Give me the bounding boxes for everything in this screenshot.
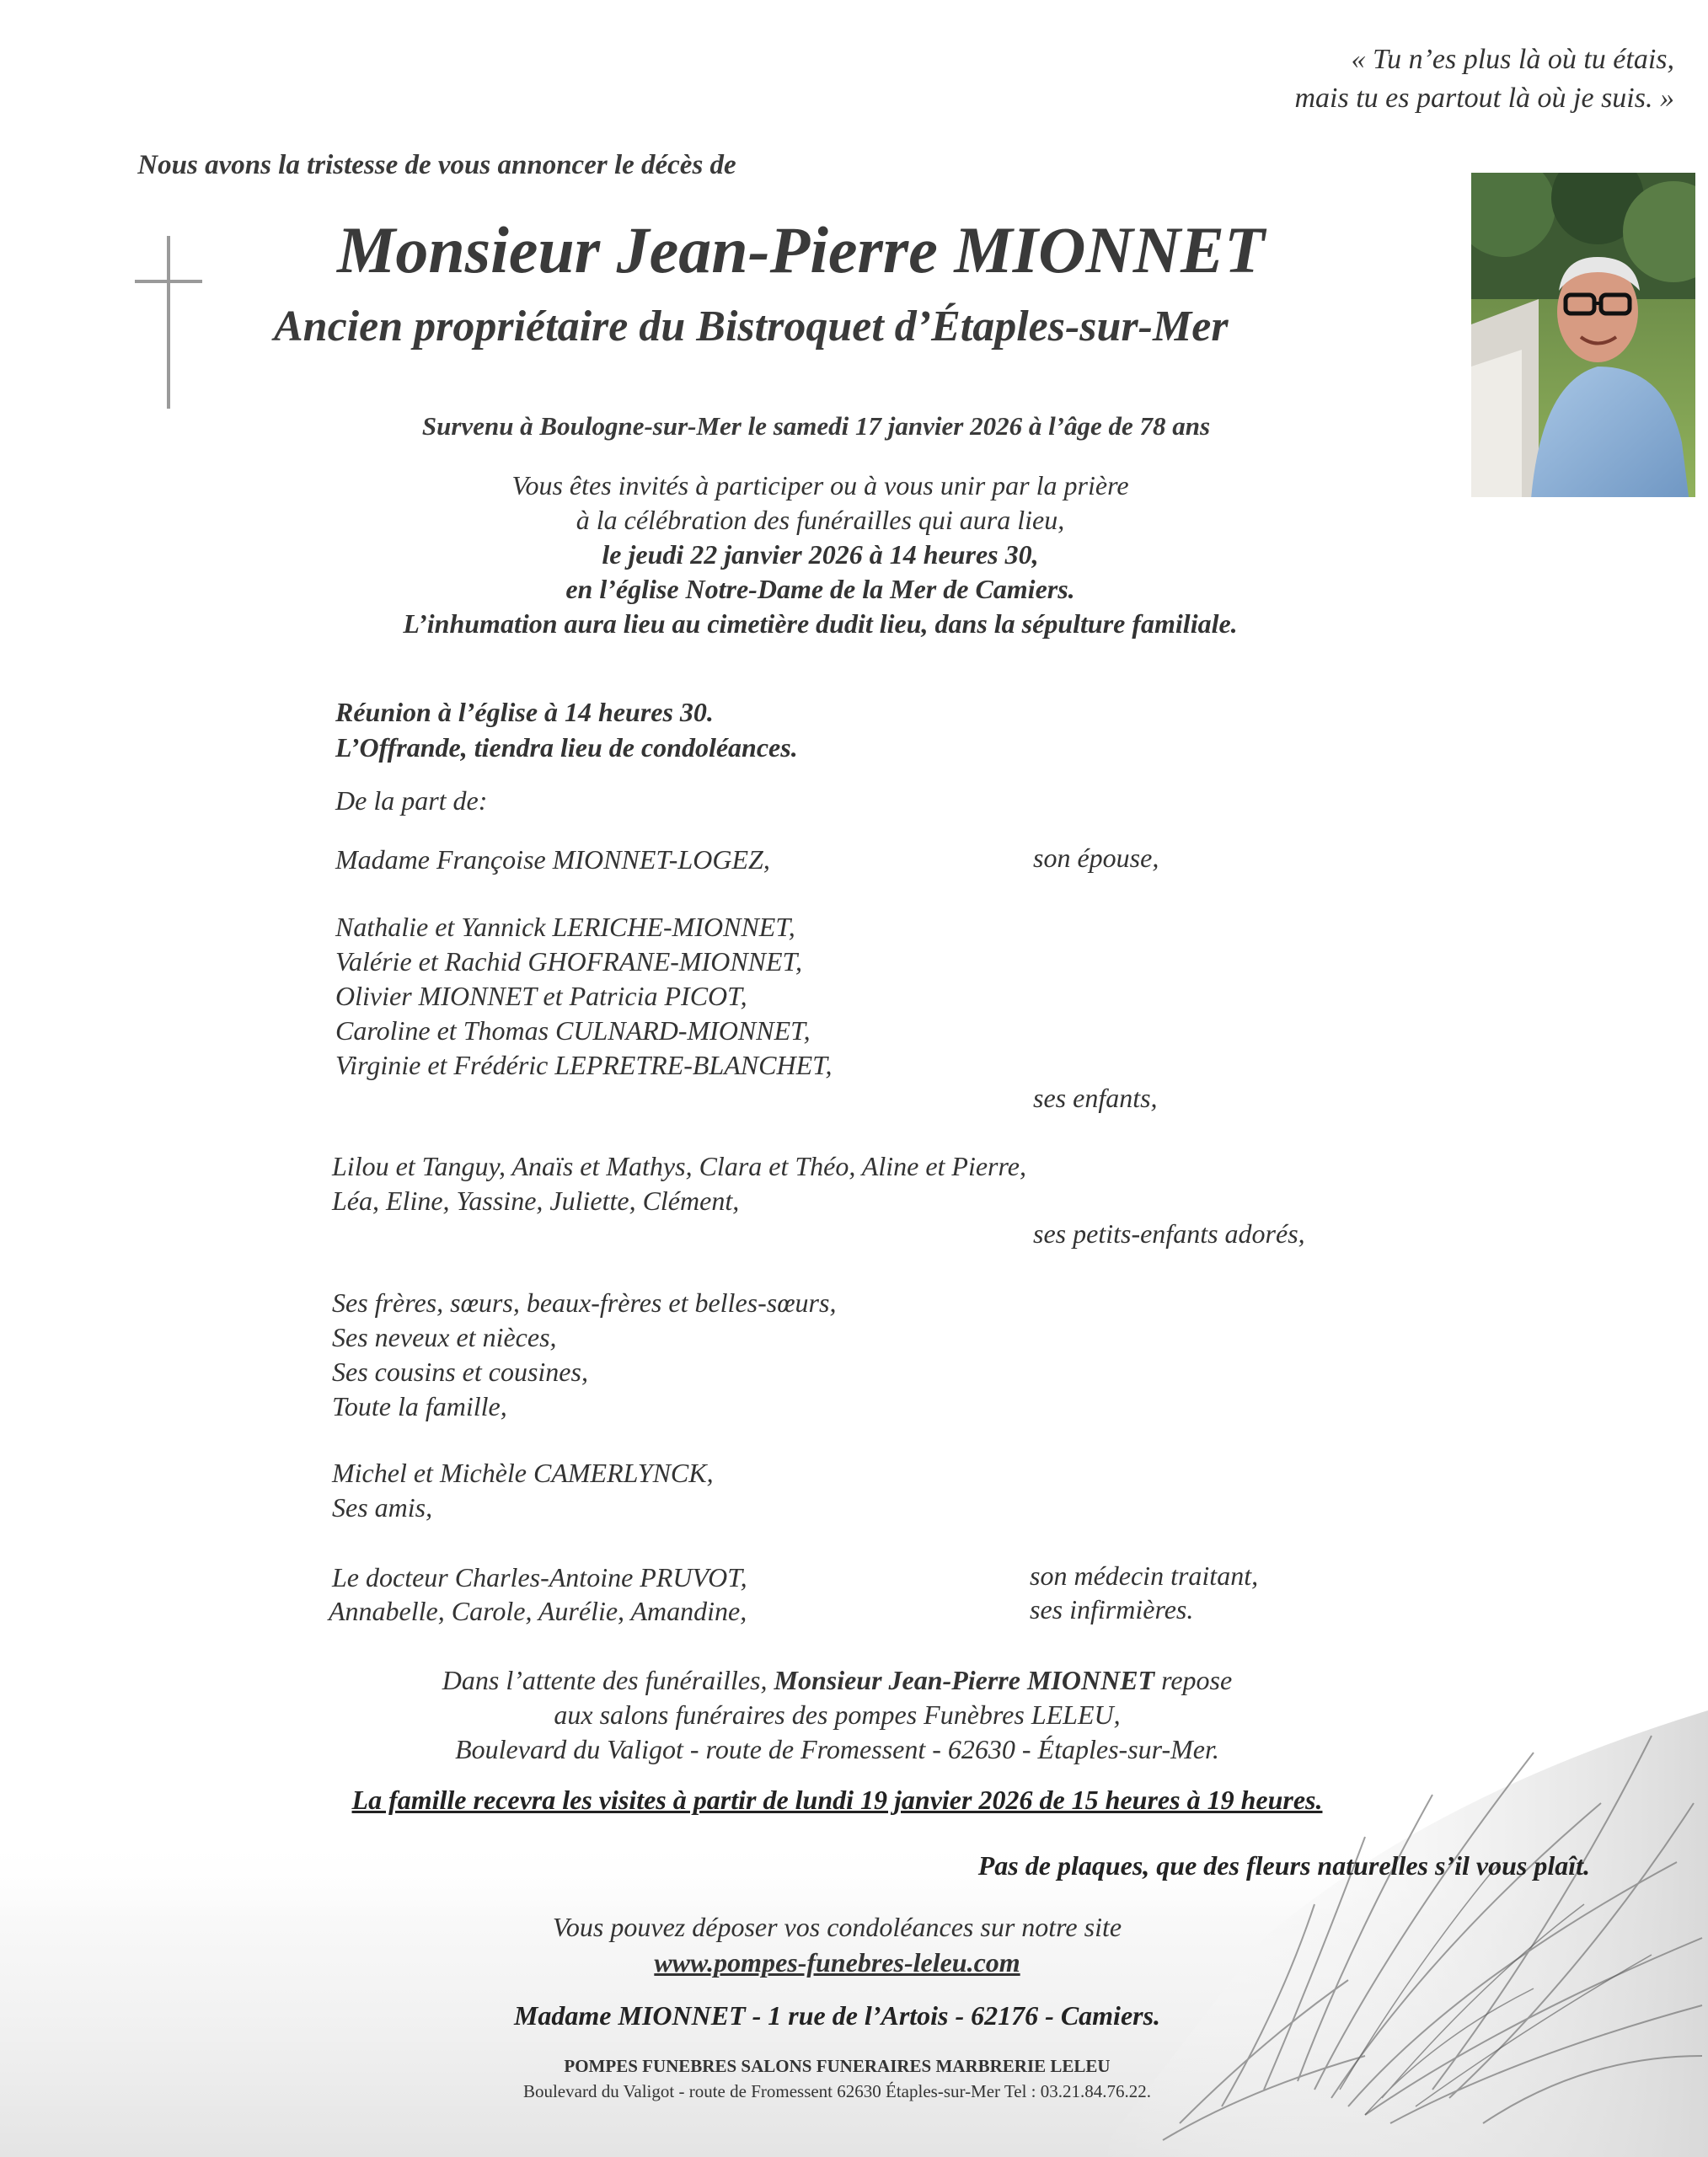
de-la-part-label: De la part de: — [335, 785, 488, 816]
deceased-survenu: Survenu à Boulogne-sur-Mer le samedi 17 janvier 2026 à l’âge de 78 ans — [421, 411, 1211, 441]
reunion-line-1: Réunion à l’église à 14 heures 30. — [335, 697, 714, 727]
extended-family-list — [332, 1286, 836, 1424]
enfant-line: Valérie et Rachid GHOFRANE-MIONNET, — [335, 946, 802, 977]
footer-address: Boulevard du Valigot - route de Fromessent 62630 Étaples-sur-Mer Tel : 03.21.84.76.22. — [522, 2081, 1152, 2101]
intro-line — [0, 150, 1708, 181]
cross-icon — [135, 236, 202, 409]
family-address: Madame MIONNET - 1 rue de l’Artois - 62176 - Camiers. — [513, 2000, 1161, 2031]
plaques-notice: Pas de plaques, que des fleurs naturelles s’il vous plaît. — [977, 1850, 1590, 1881]
website-link[interactable]: www.pompes-funebres-leleu.com — [654, 1947, 1020, 1978]
announcement-line-5: L’inhumation aura lieu au cimetière dudit lieu, dans la sépulture familiale. — [403, 608, 1238, 639]
petits-enfants-line: Léa, Eline, Yassine, Juliette, Clément, — [332, 1186, 740, 1216]
announcement-line-2: à la célébration des funérailles qui aura lieu, — [576, 505, 1065, 535]
condoleances-line: Vous pouvez déposer vos condoléances sur notre site — [552, 1912, 1122, 1942]
infirmieres-names: Annabelle, Carole, Aurélie, Amandine, — [329, 1596, 747, 1626]
repose-pre: Dans l’attente des funérailles, — [442, 1665, 768, 1695]
medecin-name: Le docteur Charles-Antoine PRUVOT, — [332, 1562, 747, 1592]
intro-text: Nous avons la tristesse de vous annoncer le décès de — [137, 150, 736, 180]
extended-family-line: Ses neveux et nièces, — [332, 1322, 557, 1352]
repose-block — [0, 1663, 1708, 1767]
announcement-line-1: Vous êtes invités à participer ou à vous unir par la prière — [511, 470, 1129, 500]
condoleances-block — [0, 1909, 1708, 1980]
deceased-name: Monsieur Jean-Pierre MIONNET — [337, 213, 1265, 286]
repose-line-2: aux salons funéraires des pompes Funèbres LELEU, — [554, 1699, 1121, 1730]
repose-name: Monsieur Jean-Pierre MIONNET — [774, 1665, 1155, 1695]
quote-line-2: mais tu es partout là où je suis. » — [1294, 83, 1674, 114]
amis-line: Michel et Michèle CAMERLYNCK, — [332, 1458, 714, 1488]
footer-company: POMPES FUNEBRES SALONS FUNERAIRES MARBRERIE LELEU — [564, 2056, 1111, 2076]
portrait-photo — [1471, 173, 1695, 510]
enfants-relation: ses enfants, — [1033, 1083, 1158, 1113]
extended-family-line: Toute la famille, — [332, 1391, 507, 1421]
epigraph-quote — [1294, 40, 1674, 118]
infirmieres-relation: ses infirmières. — [1030, 1594, 1194, 1624]
petits-enfants-list — [332, 1149, 1026, 1218]
petits-enfants-line: Lilou et Tanguy, Anaïs et Mathys, Clara et Théo, Aline et Pierre, — [332, 1151, 1026, 1181]
visites-notice: La famille recevra les visites à partir de lundi 19 janvier 2026 de 15 heures à 19 heures. — [351, 1785, 1323, 1815]
repose-line-3: Boulevard du Valigot - route de Fromessent - 62630 - Étaples-sur-Mer. — [455, 1734, 1219, 1764]
deceased-subtitle: Ancien propriétaire du Bistroquet d’Étaples-sur-Mer — [274, 302, 1229, 351]
announcement-line-3: le jeudi 22 janvier 2026 à 14 heures 30, — [602, 539, 1039, 570]
amis-list — [332, 1456, 714, 1525]
extended-family-line: Ses cousins et cousines, — [332, 1357, 588, 1387]
repose-post: repose — [1161, 1665, 1233, 1695]
enfant-line: Virginie et Frédéric LEPRETRE-BLANCHET, — [335, 1050, 833, 1080]
enfant-line: Nathalie et Yannick LERICHE-MIONNET, — [335, 912, 795, 942]
announcement-line-4: en l’église Notre-Dame de la Mer de Camiers. — [565, 574, 1075, 604]
reunion-line-2: L’Offrande, tiendra lieu de condoléances. — [335, 732, 798, 763]
amis-line: Ses amis, — [332, 1492, 433, 1523]
epouse-relation: son épouse, — [1033, 843, 1159, 873]
medecin-relation: son médecin traitant, — [1030, 1560, 1259, 1591]
ceremony-announcement — [0, 468, 1708, 641]
enfants-list — [335, 910, 833, 1083]
epouse-name: Madame Françoise MIONNET-LOGEZ, — [335, 844, 770, 875]
enfant-line: Caroline et Thomas CULNARD-MIONNET, — [335, 1015, 811, 1046]
extended-family-line: Ses frères, sœurs, beaux-frères et belles-sœurs, — [332, 1287, 837, 1318]
reunion-block — [335, 694, 798, 765]
petits-enfants-relation: ses petits-enfants adorés, — [1033, 1218, 1305, 1249]
enfant-line: Olivier MIONNET et Patricia PICOT, — [335, 981, 747, 1011]
quote-line-1: « Tu n’es plus là où tu étais, — [1351, 44, 1674, 75]
